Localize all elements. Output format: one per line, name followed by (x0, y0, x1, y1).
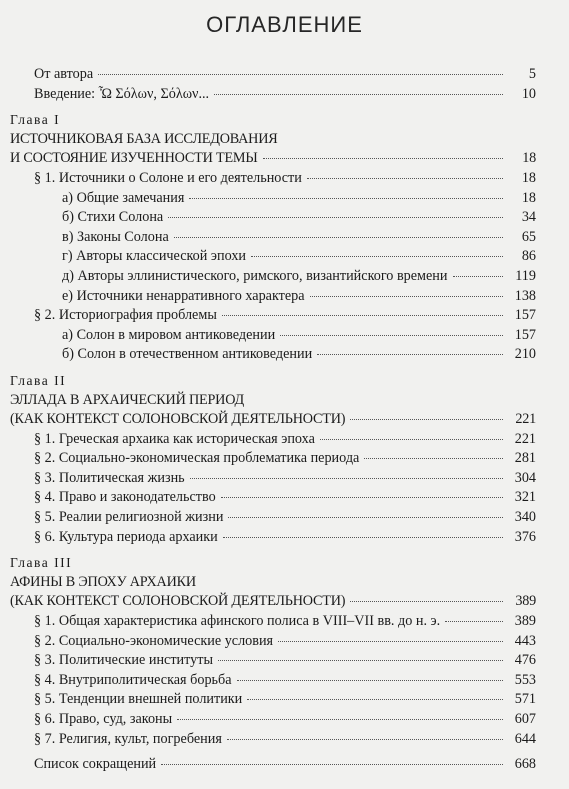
toc-page-number: 34 (521, 209, 536, 226)
dot-leader (218, 659, 503, 661)
dot-leader (307, 177, 503, 179)
toc-page-number: 389 (515, 593, 536, 610)
toc-section (0, 488, 569, 508)
toc-page-number: 10 (521, 85, 536, 102)
chapter-label: Глава III (10, 555, 73, 571)
toc-entry-introduction (0, 85, 569, 105)
toc-entry-text: § 1. Общая характеристика афинского полиса в VIII–VII вв. до н. э. (34, 613, 441, 630)
toc-subsection (0, 345, 569, 365)
toc-entry-text: § 5. Тенденции внешней политики (34, 691, 243, 708)
dot-leader (350, 418, 503, 420)
toc-page-number: 119 (515, 267, 536, 284)
toc-entry-text: а) Солон в мировом антиковедении (62, 326, 276, 343)
toc-entry-text: § 4. Право и законодательство (34, 489, 216, 506)
table-of-contents (0, 65, 569, 775)
toc-entry-preface (0, 65, 569, 85)
toc-entry-text: § 4. Внутриполитическая борьба (34, 671, 232, 688)
dot-leader (214, 93, 503, 95)
toc-entry-text: От автора (34, 66, 94, 82)
dot-leader (221, 496, 503, 498)
toc-section (0, 671, 569, 691)
toc-entry-text: § 2. Социально-экономическая проблематика периода (34, 450, 360, 467)
toc-entry-text: б) Солон в отечественном антиковедении (62, 346, 313, 363)
toc-section (0, 449, 569, 469)
dot-leader (177, 718, 503, 720)
toc-subsection (0, 326, 569, 346)
toc-subsection (0, 228, 569, 248)
toc-subsection (0, 208, 569, 228)
dot-leader (263, 157, 504, 159)
dot-leader (350, 600, 503, 602)
chapter-title-line: АФИНЫ В ЭПОХУ АРХАИКИ (10, 573, 196, 590)
toc-page-number: 18 (521, 189, 536, 206)
dot-leader (453, 275, 504, 277)
toc-entry-text: Список сокращений (34, 756, 157, 773)
toc-page-number: 668 (514, 756, 536, 773)
toc-section (0, 632, 569, 652)
dot-leader (247, 698, 503, 700)
toc-entry-text: § 3. Политические институты (34, 652, 213, 669)
toc-page-number: 65 (521, 228, 536, 245)
toc-entry-abbreviations (0, 755, 569, 775)
dot-leader (161, 763, 503, 765)
toc-entry-text: § 1. Греческая архаика как историческая эпоха (34, 430, 315, 447)
toc-section (0, 690, 569, 710)
toc-page-number: 221 (514, 430, 536, 447)
dot-leader (190, 477, 503, 479)
toc-entry-text: § 2. Историография проблемы (34, 307, 217, 324)
toc-entry-text: § 2. Социально-экономические условия (34, 632, 274, 649)
chapter-title-entry (0, 410, 569, 430)
toc-page-number: 476 (514, 652, 536, 669)
chapter-label: Глава I (10, 112, 61, 128)
toc-subsection (0, 287, 569, 307)
toc-entry-text: § 3. Политическая жизнь (34, 469, 185, 486)
dot-leader (278, 640, 503, 642)
dot-leader (168, 216, 503, 218)
toc-section (0, 169, 569, 189)
toc-page-number: 18 (522, 150, 536, 167)
toc-page-number: 5 (528, 66, 536, 82)
toc-section (0, 651, 569, 671)
toc-entry-text: § 7. Религия, культ, погребения (34, 730, 222, 747)
chapter-title-entry (0, 592, 569, 612)
toc-page-number: 607 (514, 711, 536, 727)
dot-leader (237, 679, 503, 681)
toc-page-number: 281 (514, 450, 536, 467)
dot-leader (98, 73, 503, 75)
dot-leader (280, 334, 503, 336)
toc-page-number: 321 (514, 489, 536, 506)
dot-leader (223, 536, 503, 538)
dot-leader (189, 197, 503, 199)
toc-page-number: 571 (514, 691, 536, 708)
toc-page-number: 18 (521, 169, 536, 186)
toc-page-number: 221 (515, 411, 536, 428)
chapter-title-line: ИСТОЧНИКОВАЯ БАЗА ИССЛЕДОВАНИЯ (10, 130, 278, 147)
dot-leader (310, 295, 503, 297)
toc-subsection (0, 247, 569, 267)
toc-page-number: 443 (514, 632, 536, 649)
toc-entry-text: г) Авторы классической эпохи (62, 248, 247, 265)
toc-entry-text: § 1. Источники о Солоне и его деятельности (34, 169, 302, 186)
toc-section (0, 710, 569, 730)
dot-leader (228, 516, 503, 518)
chapter-title-line: ЭЛЛАДА В АРХАИЧЕСКИЙ ПЕРИОД (10, 391, 245, 408)
toc-subsection (0, 267, 569, 287)
toc-page-number: 210 (514, 346, 536, 363)
dot-leader (320, 438, 503, 440)
dot-leader (174, 236, 503, 238)
toc-section (0, 306, 569, 326)
toc-entry-text: Введение: Ὦ Σόλων, Σόλων... (34, 85, 210, 102)
toc-page-number: 376 (514, 528, 536, 545)
toc-entry-text: в) Законы Солона (62, 228, 169, 245)
toc-section (0, 430, 569, 450)
toc-page-number: 157 (514, 326, 536, 343)
toc-page-number: 86 (521, 248, 536, 265)
toc-entry-text: а) Общие замечания (62, 189, 185, 206)
toc-page-number: 304 (514, 469, 536, 486)
dot-leader (222, 314, 503, 316)
dot-leader (227, 738, 503, 740)
chapter-title-line: (КАК КОНТЕКСТ СОЛОНОВСКОЙ ДЕЯТЕЛЬНОСТИ) (10, 411, 346, 428)
toc-section (0, 730, 569, 750)
toc-section (0, 528, 569, 548)
toc-page-number: 553 (514, 671, 536, 688)
toc-entry-text: § 6. Культура периода архаики (34, 528, 218, 545)
dot-leader (364, 457, 503, 459)
toc-section (0, 469, 569, 489)
toc-page-number: 644 (514, 730, 536, 747)
toc-entry-text: б) Стихи Солона (62, 209, 164, 226)
toc-entry-text: е) Источники ненарративного характера (62, 287, 305, 304)
toc-section (0, 508, 569, 528)
toc-entry-text: д) Авторы эллинистического, римского, византийского времени (62, 267, 448, 284)
toc-page-number: 340 (514, 509, 536, 526)
dot-leader (445, 620, 503, 622)
toc-entry-text: § 6. Право, суд, законы (34, 711, 173, 727)
dot-leader (251, 255, 503, 257)
page-title: ОГЛАВЛЕНИЕ (206, 12, 363, 37)
toc-subsection (0, 189, 569, 209)
toc-page-number: 389 (514, 613, 536, 630)
chapter-title-entry (0, 149, 569, 169)
toc-entry-text: § 5. Реалии религиозной жизни (34, 509, 224, 526)
chapter-label: Глава II (10, 372, 67, 388)
chapter-title-line: (КАК КОНТЕКСТ СОЛОНОВСКОЙ ДЕЯТЕЛЬНОСТИ) (10, 593, 346, 610)
dot-leader (317, 353, 503, 355)
toc-page-number: 138 (514, 287, 536, 304)
toc-section (0, 612, 569, 632)
toc-page-number: 157 (514, 307, 536, 324)
chapter-title-line: И СОСТОЯНИЕ ИЗУЧЕННОСТИ ТЕМЫ (10, 150, 258, 167)
